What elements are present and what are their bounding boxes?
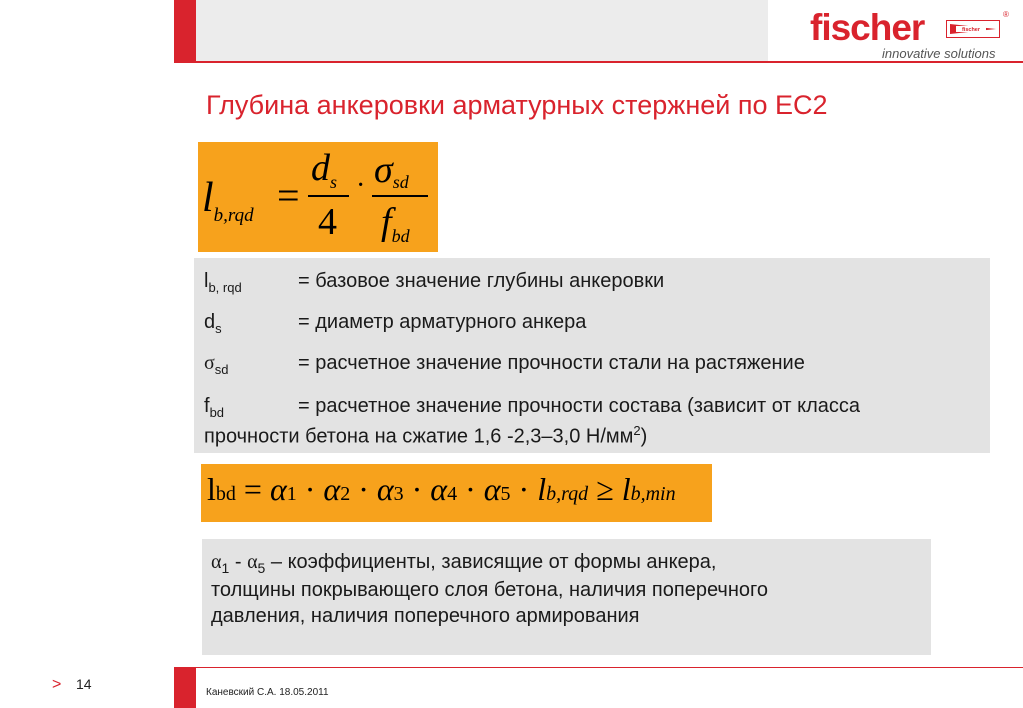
note-line-2: толщины покрывающего слоя бетона, наличия поперечного [211,579,768,601]
formula2-lhs-sub: bd [215,483,236,505]
header-divider [174,61,1023,63]
definition-text: = расчетное значение прочности состава (зависит от класса [298,395,861,417]
formula1-num1: $d_s$ [311,147,338,192]
definitions-box [194,258,990,453]
definition-symbol: $\sigma_{sd}$ [204,352,229,377]
formula1-lhs: $l_{b,rqd}$ [202,175,254,226]
formula1-dot: · [356,170,366,201]
definition-symbol: $l_{b, rqd}$ [204,270,242,295]
footer-divider [174,667,1023,668]
definition-symbol: $f_{bd}$ [204,395,225,420]
formula1-den2: $f_{bd}$ [381,201,410,246]
logo-registered-mark: ® [1003,10,1009,19]
formula1-num2: σsd [374,149,409,192]
coefficients-note-box [202,539,931,655]
logo-tagline: innovative solutions [882,46,996,61]
footer-author-date: Каневский С.А. 18.05.2011 [206,687,329,698]
definition-text: = базовое значение глубины анкеровки [298,270,665,292]
footer-red-block [174,667,196,708]
definition-symbol: $d_s$ [204,311,222,336]
formula2-expression: lbd = α1 · α2 · α3 · α4 · α5 · lb,rqd ≥ lb,min [207,471,676,507]
logo-wordmark: fischer [810,7,925,48]
formula1-lhs-sub: b,rqd [213,205,254,226]
page-title: Глубина анкеровки арматурных стержней по EC2 [206,90,828,120]
definition-text: = диаметр арматурного анкера [298,311,587,333]
note-line-3: давления, наличия поперечного армирования [211,605,640,627]
formula-basic-anchorage [198,142,438,252]
header-red-block [174,0,196,62]
header-gray-band [196,0,768,62]
formula1-den1: 4 [318,201,337,243]
logo-flag-icon [946,20,1000,38]
formula1-fraction-bar-2 [372,195,428,197]
fischer-logo [810,8,1015,60]
page-number: 14 [76,676,92,692]
definition-continuation: прочности бетона на сжатие 1,6 -2,3–3,0 $Н/мм^2$) [204,423,648,448]
formula1-equals: = [277,173,300,218]
formula1-fraction-bar-1 [308,195,349,197]
formula-design-anchorage [201,464,712,522]
page-arrow-icon: > [52,676,62,693]
definition-text: = расчетное значение прочности стали на растяжение [298,352,805,374]
logo-flag-text: fischer [961,27,981,33]
note-line-1: $\alpha_1 - \alpha_5$ – коэффициенты, зависящие от формы анкера, [211,551,717,576]
formula2-lhs: l [207,471,216,507]
